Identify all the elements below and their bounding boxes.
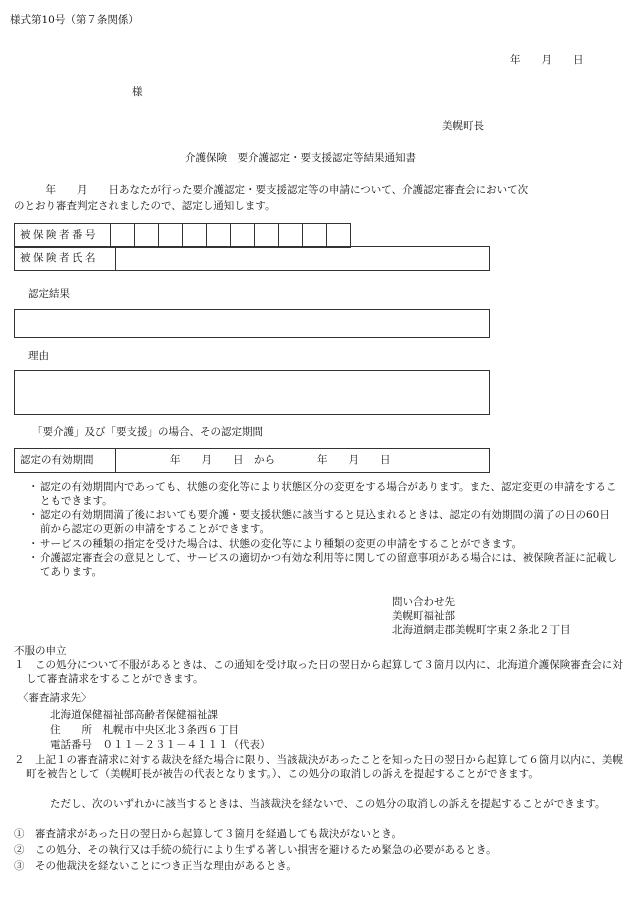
insured-number-digit	[111, 224, 135, 248]
period-label: 認定の有効期間	[15, 449, 116, 473]
period-table	[14, 448, 490, 473]
notes-list	[28, 481, 618, 580]
insured-number-digit	[159, 224, 183, 248]
insured-name-field	[116, 247, 490, 271]
form-number: 様式第10号（第７条関係）	[10, 14, 139, 26]
insured-name-table	[14, 246, 490, 271]
insured-name-label: 被保険者氏名	[15, 247, 116, 271]
note-item: ・ 認定の有効期間満了後においても要介護・要支援状態に該当すると見込まれるときは、認定の有効期間の満了の日の60日前から認定の更新の申請をすることができます。	[28, 509, 618, 536]
period-value: 年 月 日 から 年 月 日	[116, 449, 490, 473]
insured-number-label: 被保険者番号	[15, 224, 111, 248]
reason-label: 理由	[28, 350, 49, 362]
note-item: ・ 認定の有効期間内であっても、状態の変化等により状態区分の変更をする場合があります。また、認定変更の申請をすることもできます。	[28, 481, 618, 508]
insured-number-table	[14, 223, 351, 248]
objection-heading: 不服の申立	[14, 645, 67, 657]
insured-number-digit	[183, 224, 207, 248]
contact-department: 美幌町福祉部	[392, 610, 455, 622]
result-label: 認定結果	[28, 288, 70, 300]
period-heading: 「要介護」及び「要支援」の場合、その認定期間	[32, 426, 263, 438]
reason-box	[14, 370, 490, 415]
insured-number-digit	[303, 224, 327, 248]
note-item: ・ サービスの種類の指定を受けた場合は、状態の変化等により種類の変更の申請をすることができます。	[28, 538, 618, 552]
insured-number-digit	[255, 224, 279, 248]
insured-number-digit	[231, 224, 255, 248]
objection-item-2: ２ 上記１の審査請求に対する裁決を経た場合に限り、当該裁決があったことを知った日の翌日から起算して６箇月以内に、美幌町を被告として（美幌町長が被告の代表となります。）、この処分の取消しの訴えを提起することができます。	[14, 754, 623, 780]
objection-case-2: ② この処分、その執行又は手続の続行により生ずる著しい損害を避けるため緊急の必要があるとき。	[14, 844, 497, 856]
insured-number-digit	[327, 224, 351, 248]
objection-item-1: １ この処分について不服があるときは、この通知を受け取った日の翌日から起算して３箇月以内に、北海道介護保険審査会に対して審査請求をすることができます。	[14, 659, 623, 685]
insured-number-digit	[135, 224, 159, 248]
contact-address: 北海道網走郡美幌町字東２条北２丁目	[392, 624, 571, 636]
review-destination-heading: 〈審査請求先〉	[18, 692, 92, 704]
contact-heading: 問い合わせ先	[392, 596, 455, 608]
issue-date: 年 月 日	[510, 54, 584, 66]
intro-line-1: 年 月 日あなたが行った要介護認定・要支援認定等の申請について、介護認定審査会において次	[14, 184, 529, 196]
review-destination-org: 北海道保健福祉部高齢者保健福祉課	[50, 709, 218, 721]
review-destination-phone: 電話番号 ０１１－２３１－４１１１（代表）	[50, 739, 271, 751]
sender: 美幌町長	[442, 120, 484, 132]
result-box	[14, 309, 490, 338]
objection-case-3: ③ その他裁決を経ないことにつき正当な理由があるとき。	[14, 860, 297, 872]
objection-item-2-continued: ただし、次のいずれかに該当するときは、当該裁決を経ないで、この処分の取消しの訴えを提起することができます。	[50, 798, 606, 810]
review-destination-address: 住 所 札幌市中央区北３条西６丁目	[50, 724, 239, 736]
addressee-suffix: 様	[132, 86, 143, 98]
intro-line-2: のとおり審査判定されましたので、認定し通知します。	[14, 200, 276, 212]
objection-case-1: ① 審査請求があった日の翌日から起算して３箇月を経過しても裁決がないとき。	[14, 828, 402, 840]
insured-number-digit	[279, 224, 303, 248]
note-item: ・ 介護認定審査会の意見として、サービスの適切かつ有効な利用等に関しての留意事項がある場合には、被保険者証に記載してあります。	[28, 552, 618, 579]
insured-number-digit	[207, 224, 231, 248]
document-title: 介護保険 要介護認定・要支援認定等結果通知書	[185, 152, 416, 164]
